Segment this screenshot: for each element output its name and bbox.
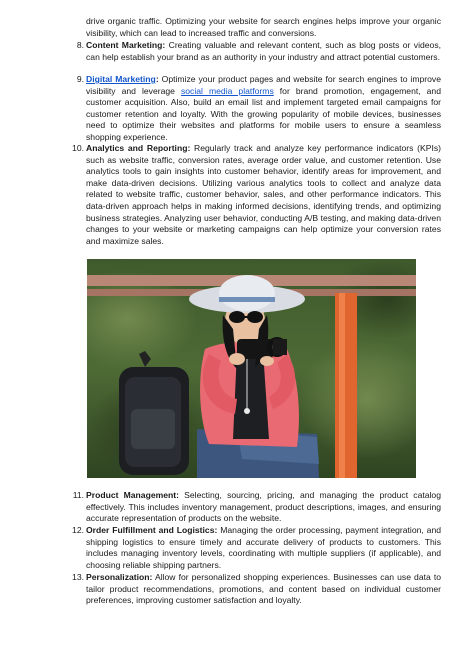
list-item-title: Analytics and Reporting: [86,143,191,153]
list-item-title-suffix: : [155,74,159,84]
list-item-text: Managing the order processing, payment integration, and shipping logistics to ensure timely and accurate delivery of products to customers. This includes managing inventory levels, coordinating with multiple suppliers (if applicable), and choosing reliable shipping partners. [86,525,441,570]
list-item-content-marketing [76,40,441,63]
photographer-photo [87,259,416,478]
list-number: 8. [76,40,84,50]
list-number: 13. [72,572,84,582]
list-item-product-management [72,490,441,525]
list-item-text: Optimize your product pages and website for search engines to improve visibility and leverage [86,74,441,96]
list-item-personalization [72,572,441,607]
list-item-text: Regularly track and analyze key performance indicators (KPIs) such as website traffic, conversion rates, average order value, and customer retention. Use analytics tools to gain insights into customer behavior, identify areas for improvement, and make data-driven decisions. Utilizing various analytics tools to collect and analyze data related to website traffic, customer behavior, sales, and other performance indicators. This data-driven approach helps in making informed decisions, identifying trends, and optimizing business strategies. Analyzing user behavior, conducting A/B testing, and making data-driven changes to your website or marketing campaigns can help optimize your conversion rates and maximize sales. [86,143,441,246]
list-item-title: Product Management: [86,490,180,500]
list-item-order-fulfillment [72,525,441,571]
list-item-text-continued: for brand promotion, engagement, and customer acquisition. Also, build an email list and implement targeted email campaigns for customer retention and loyalty. With the growing popularity of mobile devices, businesses need to optimize their websites and platforms for mobile users to ensure a seamless shopping experience. [86,85,441,142]
list-number: 10. [72,143,84,153]
list-number: 9. [76,74,84,84]
intro-continuation: drive organic traffic. Optimizing your website for search engines helps improve your organic visibility, which can lead to increased traffic and conversions. [86,16,441,38]
list-item-title: Personalization: [86,572,153,582]
list-item-analytics-reporting [72,143,441,247]
digital-marketing-link[interactable]: Digital Marketing [86,74,156,84]
list-item-title: Order Fulfillment and Logistics: [86,525,218,535]
list-item-digital-marketing [76,74,441,144]
list-item-title: Content Marketing: [86,40,166,50]
list-number: 12. [72,525,84,535]
list-item-text: Creating valuable and relevant content, such as blog posts or videos, can help establish your brand as an authority in your industry and attract potential customers. [86,40,441,62]
list-number: 11. [72,490,84,500]
list-item-text: Allow for personalized shopping experiences. Businesses can use data to tailor product recommendations, promotions, and content based on individual customer preferences, improving customer satisfaction and loyalty. [86,572,441,606]
list-item-text: Selecting, sourcing, pricing, and managing the product catalog effectively. This includes inventory management, product descriptions, images, and ensuring accurate representation of products on the website. [86,490,441,524]
social-media-platforms-link[interactable]: social media platforms [180,85,274,96]
